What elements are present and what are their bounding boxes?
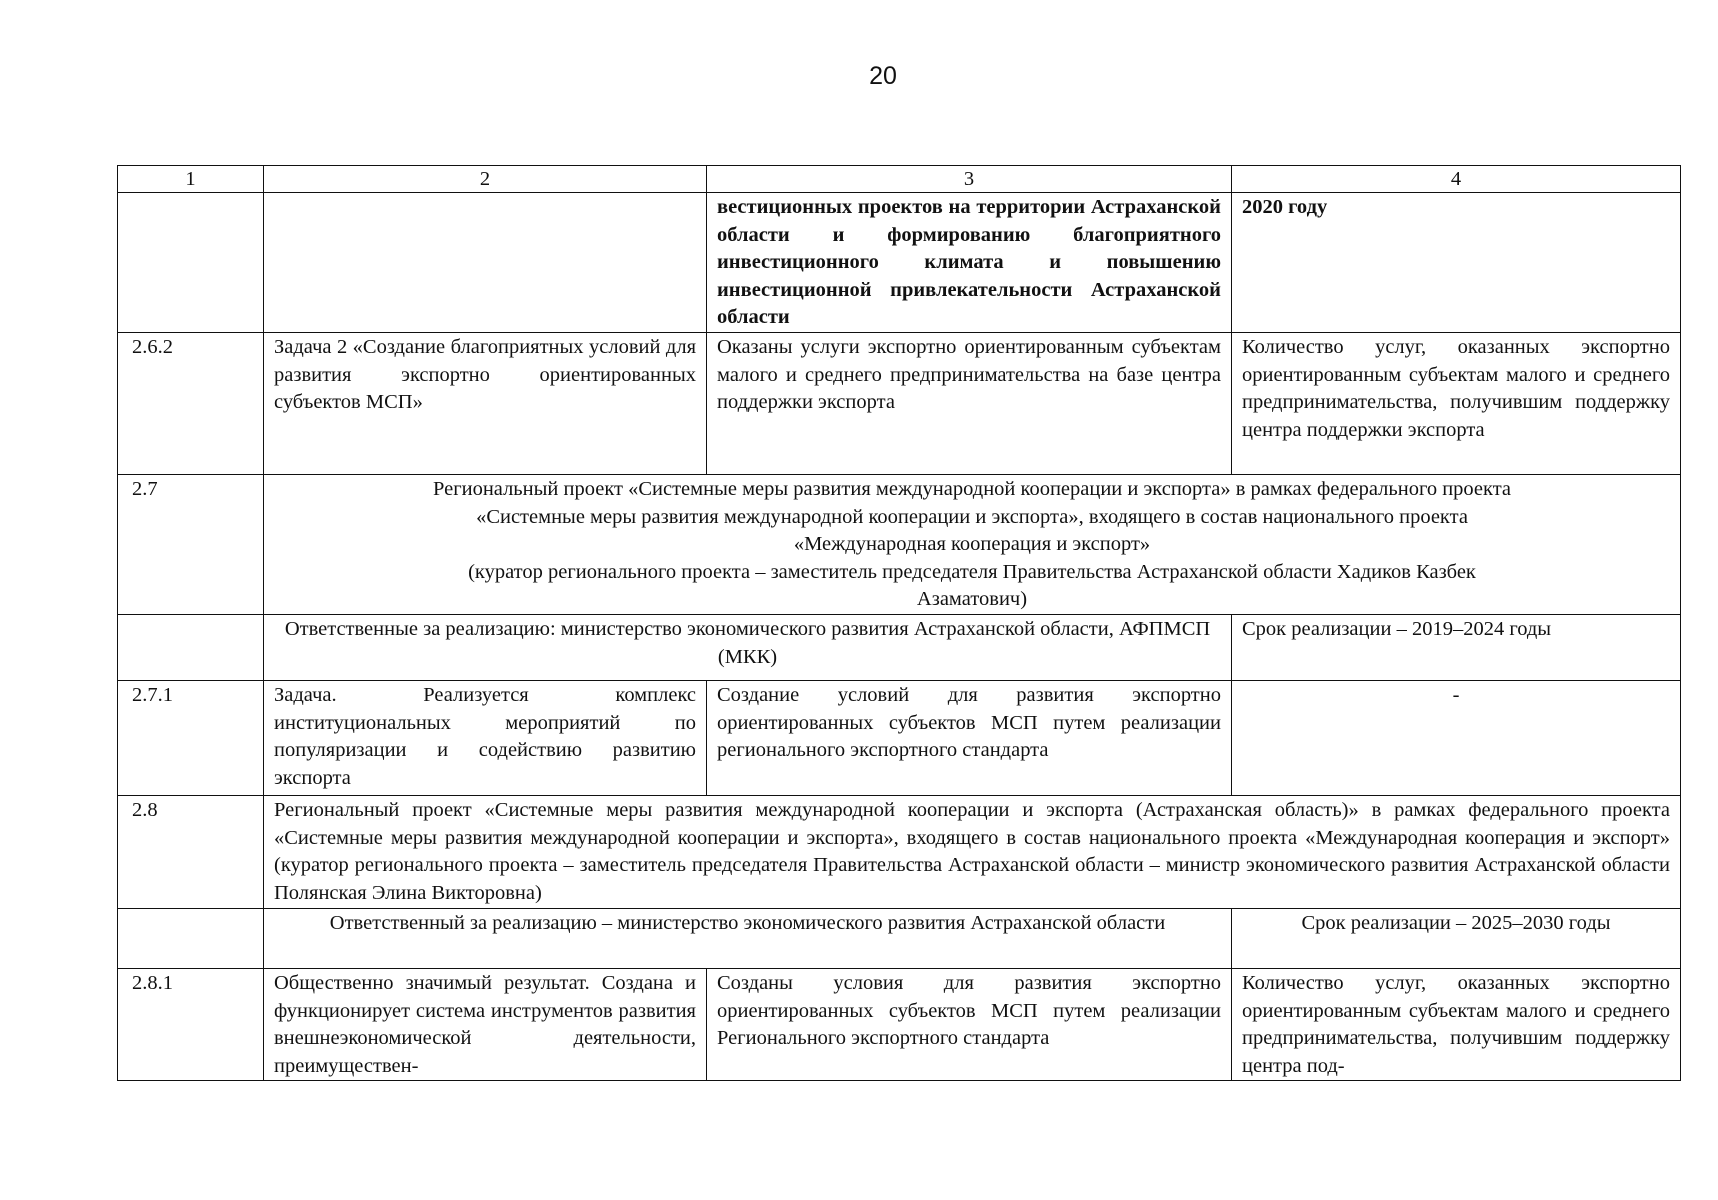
row-number: 2.8 bbox=[118, 796, 264, 909]
responsible-row bbox=[118, 909, 1681, 969]
project-title-line: Региональный проект «Системные меры развития международной кооперации и экспорта» в рамках федерального проекта bbox=[432, 478, 1512, 500]
responsible-row bbox=[118, 615, 1681, 681]
row-number: 2.7 bbox=[118, 475, 264, 615]
indicator-cell: Количество услуг, оказанных экспортно ориентированным субъектам малого и среднего предпринимательства, получившим поддержку центра под- bbox=[1232, 969, 1681, 1081]
table-header-row bbox=[118, 166, 1681, 193]
table-row bbox=[118, 969, 1681, 1081]
empty-cell bbox=[118, 909, 264, 969]
indicator-cell: 2020 году bbox=[1232, 193, 1681, 333]
column-header-2: 2 bbox=[264, 166, 707, 193]
task-cell: Общественно значимый результат. Создана и функционирует система инструментов развития внешнеэкономической деятельности, преимуществен- bbox=[264, 969, 707, 1081]
project-title: Региональный проект «Системные меры развития международной кооперации и экспорта (Астраханская область)» в рамках федерального проекта «Системные меры развития международной кооперации и экспорта», входящего в состав национального проекта «Международная кооперация и экспорт» (куратор регионального проекта – заместитель председателя Правительства Астраханской области – министр экономического развития Астраханской области Полянская Элина Викторовна) bbox=[264, 796, 1681, 909]
term-cell: Срок реализации – 2019–2024 годы bbox=[1232, 615, 1681, 681]
task-cell: Задача 2 «Создание благоприятных условий для развития экспортно ориентированных субъектов МСП» bbox=[264, 333, 707, 475]
project-row bbox=[118, 475, 1681, 615]
row-number: 2.6.2 bbox=[118, 333, 264, 475]
row-number bbox=[118, 193, 264, 333]
task-cell bbox=[264, 193, 707, 333]
result-cell: вестиционных проектов на территории Астраханской области и формированию благоприятного инвестиционного климата и повышению инвестиционной привлекательности Астраханской области bbox=[707, 193, 1232, 333]
project-title-line: «Системные меры развития международной кооперации и экспорта», входящего в состав национального проекта bbox=[476, 505, 1468, 528]
column-header-3: 3 bbox=[707, 166, 1232, 193]
row-number: 2.7.1 bbox=[118, 681, 264, 796]
responsible-cell: Ответственные за реализацию: министерство экономического развития Астраханской области, АФПМСП (МКК) bbox=[264, 615, 1232, 681]
table-row bbox=[118, 681, 1681, 796]
page-number: 20 bbox=[869, 62, 897, 90]
term-cell: Срок реализации – 2025–2030 годы bbox=[1232, 909, 1681, 969]
result-cell: Созданы условия для развития экспортно ориентированных субъектов МСП путем реализации Регионального экспортного стандарта bbox=[707, 969, 1232, 1081]
indicator-cell: Количество услуг, оказанных экспортно ориентированным субъектам малого и среднего предпринимательства, получившим поддержку центра поддержки экспорта bbox=[1232, 333, 1681, 475]
column-header-1: 1 bbox=[118, 166, 264, 193]
result-cell: Создание условий для развития экспортно ориентированных субъектов МСП путем реализации регионального экспортного стандарта bbox=[707, 681, 1232, 796]
result-cell: Оказаны услуги экспортно ориентированным субъектам малого и среднего предпринимательства на базе центра поддержки экспорта bbox=[707, 333, 1232, 475]
project-title-line: (куратор регионального проекта – заместитель председателя Правительства Астраханской области Хадиков Казбек bbox=[468, 560, 1476, 583]
row-number: 2.8.1 bbox=[118, 969, 264, 1081]
program-table bbox=[117, 165, 1681, 1081]
responsible-cell: Ответственный за реализацию – министерство экономического развития Астраханской области bbox=[264, 909, 1232, 969]
project-title-line: Азаматович) bbox=[916, 588, 1028, 610]
table-row bbox=[118, 193, 1681, 333]
task-cell: Задача. Реализуется комплекс институциональных мероприятий по популяризации и содействию развитию экспорта bbox=[264, 681, 707, 796]
empty-cell bbox=[118, 615, 264, 681]
indicator-cell: - bbox=[1232, 681, 1681, 796]
project-title-line: «Международная кооперация и экспорт» bbox=[793, 533, 1151, 555]
table-row bbox=[118, 333, 1681, 475]
project-row bbox=[118, 796, 1681, 909]
project-title bbox=[264, 475, 1681, 615]
column-header-4: 4 bbox=[1232, 166, 1681, 193]
